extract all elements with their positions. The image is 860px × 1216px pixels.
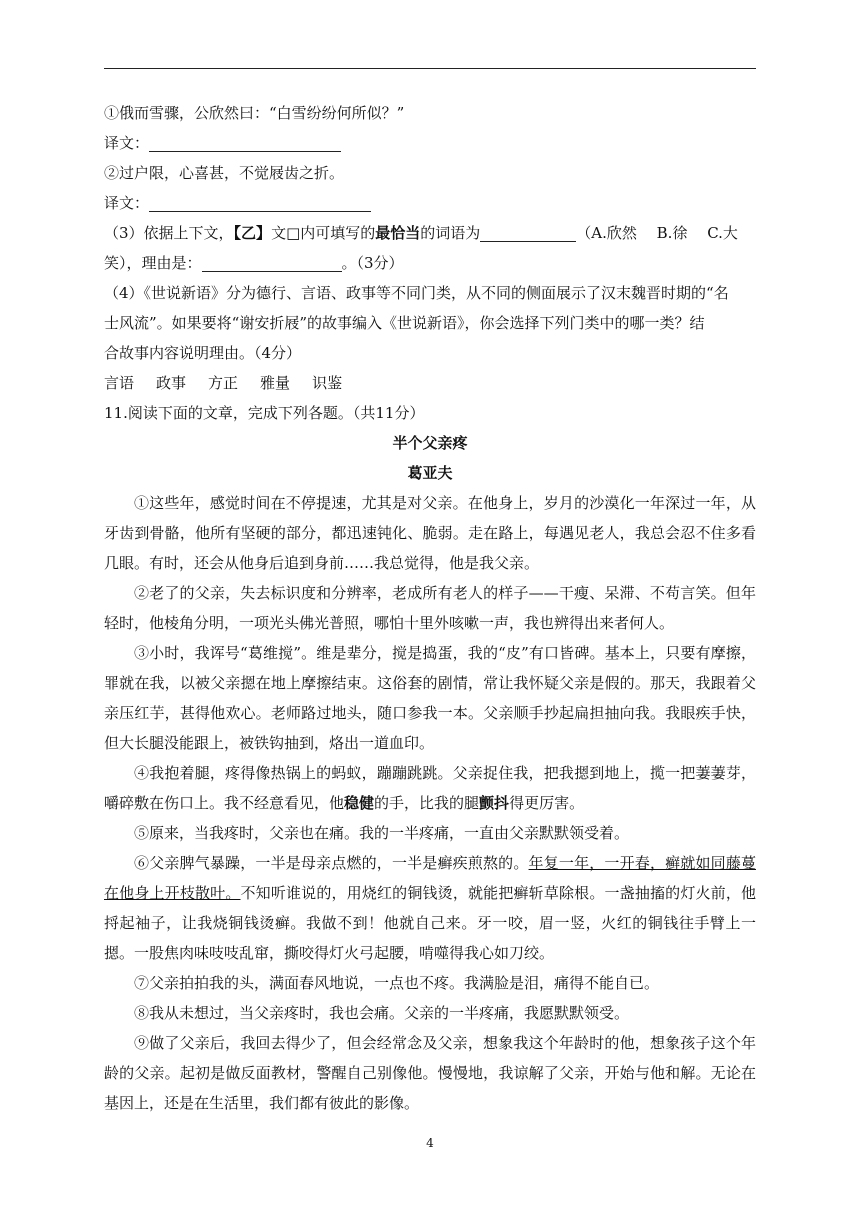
paragraph-8: ⑧我从未想过，当父亲疼时，我也会痛。父亲的一半疼痛，我愿默默领受。 — [134, 1004, 630, 1022]
q2-translation-1 — [104, 128, 756, 158]
q3-reason-label: 笑），理由是： — [104, 254, 202, 272]
article-body — [104, 488, 756, 1118]
paragraph-4 — [104, 758, 756, 818]
option-item: 言语 — [104, 374, 135, 392]
q2-sentence-2: ②过户限，心喜甚，不觉屐齿之折。 — [104, 164, 345, 182]
q3-answer-blank[interactable] — [480, 225, 576, 242]
page-number: 4 — [426, 1136, 434, 1150]
paragraph-3: ③小时，我诨号“葛维搅”。维是辈分，搅是捣蛋，我的“皮”有口皆碑。基本上，只要有摩擦，罪就在我，以被父亲摁在地上摩擦结束。这俗套的剧情，常让我怀疑父亲是假的。那天，我跟着父亲压红芋，甚得他欢心。老师路过地头，随口参我一本。父亲顺手抄起扁担抽向我。我眼疾手快，但大长腿没能跟上，被铁钩抽到，烙出一道血印。 — [104, 644, 756, 752]
p4-bold-word-1: 稳健 — [344, 794, 375, 812]
option-item: 识鉴 — [312, 374, 343, 392]
option-item: 政事 — [156, 374, 187, 392]
p6-underlined-sentence: 年复一年，一开春，癣就如同藤蔓在他身上开枝散叶。 — [104, 854, 756, 902]
option-item: 方正 — [208, 374, 239, 392]
q4-options — [104, 368, 756, 398]
article-title: 半个父亲疼 — [392, 434, 468, 452]
paragraph-1: ①这些年，感觉时间在不停提速，尤其是对父亲。在他身上，岁月的沙漠化一年深过一年，从牙齿到骨骼，他所有坚硬的部分，都迅速钝化、脆弱。走在路上，每遇见老人，我总会忍不住多看几眼。有时，还会从他身后追到身前……我总觉得，他是我父亲。 — [104, 494, 756, 572]
translation-label: 译文： — [104, 194, 150, 212]
q2-translation-2 — [104, 188, 756, 218]
p4-bold-word-2: 颤抖 — [479, 794, 510, 812]
translation-label: 译文： — [104, 134, 150, 152]
q11-intro: 11.阅读下面的文章，完成下列各题。（共11分） — [104, 404, 425, 422]
q3-line-2 — [104, 248, 756, 278]
option-item: 雅量 — [260, 374, 291, 392]
q4-line-2: 士风流”。如果要将“谢安折屐”的故事编入《世说新语》，你会选择下列门类中的哪一类？结 — [104, 314, 705, 332]
p4-text: ④我抱着腿，疼得像热锅上的蚂蚁，蹦蹦跳跳。父亲捉住我，把我摁到地上，揽一把萋萋芽，嚼碎敷在伤口上。我不经意看见，他 — [104, 764, 756, 812]
p4-text: 得更厉害。 — [509, 794, 585, 812]
q4-line-3: 合故事内容说明理由。（4分） — [104, 344, 302, 362]
q3-emphasis: 最恰当 — [375, 224, 421, 242]
page-content — [104, 98, 756, 1118]
paragraph-2: ②老了的父亲，失去标识度和分辨率，老成所有老人的样子——干瘦、呆滞、不苟言笑。但年轻时，他棱角分明，一项光头佛光普照，哪怕十里外咳嗽一声，我也辨得出来者何人。 — [104, 584, 756, 632]
q3-text: （3）依据上下文， — [104, 224, 234, 242]
q4-line-1: （4）《世说新语》分为德行、言语、政事等不同门类，从不同的侧面展示了汉末魏晋时期的“名 — [104, 284, 729, 302]
header-rule — [104, 68, 756, 69]
q3-options: （A.欣然 B.徐 C.大 — [576, 224, 738, 242]
article-author: 葛亚夫 — [407, 464, 453, 482]
p6-text: ⑥父亲脾气暴躁，一半是母亲点燃的，一半是癣疾煎熬的。 — [134, 854, 529, 872]
translation-blank-2[interactable] — [149, 195, 371, 212]
paragraph-6 — [104, 848, 756, 968]
p6-text: 不知听谁说的，用烧红的铜钱烫，就能把癣斩草除根。一盏抽搐的灯火前，他捋起袖子，让我烧铜钱烫癣。我做不到！他就自己来。牙一咬，眉一竖，火红的铜钱往手臂上一摁。一股焦肉味吱吱乱窜，撕咬得灯火弓起腰，啃噬得我心如刀绞。 — [104, 884, 756, 962]
paragraph-7: ⑦父亲拍拍我的头，满面春风地说，一点也不疼。我满脸是泪，痛得不能自已。 — [134, 974, 660, 992]
paragraph-9: ⑨做了父亲后，我回去得少了，但会经常念及父亲，想象我这个年龄时的他，想象孩子这个年龄的父亲。起初是做反面教材，警醒自己别像他。慢慢地，我谅解了父亲，开始与他和解。无论在基因上，还是在生活里，我们都有彼此的影像。 — [104, 1034, 756, 1112]
q3-reason-blank[interactable] — [202, 255, 342, 272]
q3-text: 的词语为 — [420, 224, 481, 242]
q3-text: 文□内可填写的 — [271, 224, 376, 242]
translation-blank-1[interactable] — [149, 135, 341, 152]
p4-text: 的手，比我的腿 — [374, 794, 480, 812]
q2-sentence-1: ①俄而雪骤，公欣然曰：“白雪纷纷何所似？” — [104, 104, 405, 122]
q3-marker: 【乙】 — [233, 224, 272, 242]
q3-line-1 — [104, 218, 756, 248]
paragraph-5: ⑤原来，当我疼时，父亲也在痛。我的一半疼痛，一直由父亲默默领受着。 — [134, 824, 630, 842]
q3-score: 。（3分） — [341, 254, 404, 272]
